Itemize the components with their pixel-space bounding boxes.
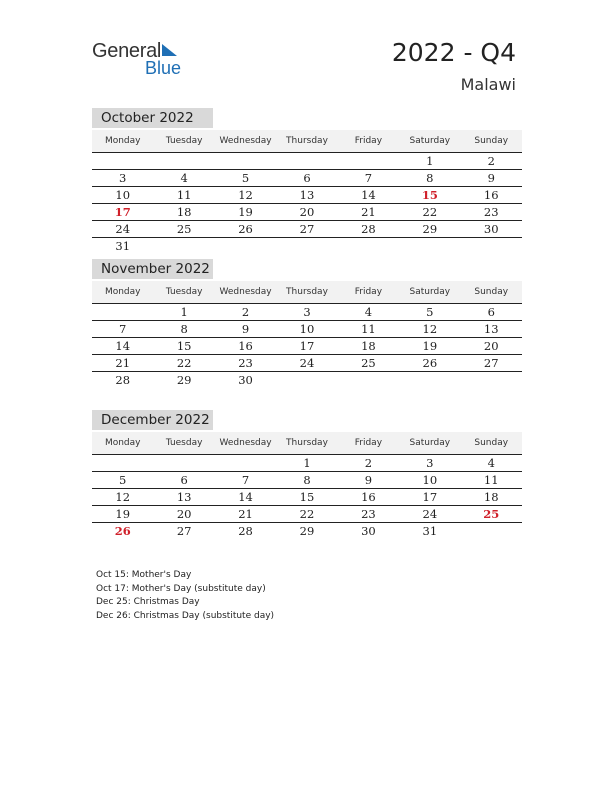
day-cell: 10 [115, 188, 131, 202]
day-cell [153, 153, 214, 169]
weekday-header: Tuesday [165, 287, 203, 297]
day-cell: 5 [241, 171, 250, 185]
day-cell: 20 [483, 339, 499, 353]
weekday-header: Friday [354, 136, 383, 146]
holiday-day-cell: 26 [114, 524, 131, 538]
day-cell: 21 [238, 507, 253, 521]
week-row [92, 170, 522, 187]
weekday-header: Thursday [286, 287, 328, 297]
week-row [92, 355, 522, 372]
day-cell [399, 238, 460, 254]
day-cell: 17 [299, 339, 315, 353]
day-cell: 28 [115, 373, 131, 387]
day-cell: 27 [483, 356, 499, 370]
day-cell: 3 [303, 305, 311, 319]
day-cell: 9 [487, 171, 495, 185]
day-cell [276, 372, 337, 388]
day-cell: 7 [364, 171, 373, 185]
weekday-header: Thursday [286, 136, 328, 146]
brand-blue-text: Blue [145, 58, 182, 78]
day-cell: 7 [119, 322, 127, 336]
week-row [92, 221, 522, 238]
day-cell: 4 [364, 305, 373, 319]
month-title: December 2022 [92, 410, 213, 430]
weekday-header: Saturday [409, 136, 451, 146]
weekday-header: Saturday [409, 287, 451, 297]
logo-triangle-icon [160, 43, 178, 57]
day-cell: 14 [238, 490, 253, 504]
day-cell [338, 153, 399, 169]
day-cell: 13 [483, 322, 499, 336]
day-cell: 26 [238, 222, 253, 236]
month-title: November 2022 [92, 259, 213, 279]
day-cell: 16 [361, 490, 376, 504]
week-row [92, 153, 522, 170]
day-cell [92, 304, 153, 320]
day-cell: 7 [241, 473, 250, 487]
day-cell: 6 [180, 473, 188, 487]
day-cell: 2 [241, 305, 250, 319]
day-cell: 2 [364, 456, 373, 470]
weekday-header-row [92, 432, 522, 455]
day-cell [461, 372, 522, 388]
day-cell: 5 [119, 473, 127, 487]
weekday-header: Sunday [474, 438, 509, 448]
day-cell: 8 [303, 473, 311, 487]
weekday-header: Saturday [409, 438, 451, 448]
day-cell: 25 [361, 356, 376, 370]
day-cell: 30 [361, 524, 376, 538]
month-november [92, 259, 522, 388]
day-cell: 17 [422, 490, 438, 504]
day-cell [276, 238, 337, 254]
day-cell [276, 153, 337, 169]
month-october [92, 108, 522, 254]
week-row [92, 204, 522, 221]
week-row [92, 489, 522, 506]
week-row [92, 187, 522, 204]
day-cell: 11 [176, 188, 192, 202]
holiday-notes [96, 569, 274, 623]
week-row [92, 472, 522, 489]
day-cell: 16 [483, 188, 499, 202]
day-cell: 6 [487, 305, 495, 319]
holiday-note: Oct 15: Mother's Day [96, 570, 192, 580]
weekday-header: Friday [354, 438, 383, 448]
day-cell: 12 [238, 188, 253, 202]
day-cell: 6 [303, 171, 311, 185]
day-cell: 15 [176, 339, 192, 353]
day-cell: 20 [299, 205, 315, 219]
day-cell: 23 [483, 205, 499, 219]
day-cell: 29 [176, 373, 192, 387]
weekday-header: Wednesday [219, 438, 272, 448]
holiday-note: Oct 17: Mother's Day (substitute day) [96, 583, 266, 594]
day-cell: 29 [299, 524, 315, 538]
day-cell: 3 [119, 171, 127, 185]
weekday-header-row [92, 130, 522, 153]
day-cell: 23 [238, 356, 253, 370]
day-cell: 13 [299, 188, 315, 202]
day-cell: 8 [180, 322, 188, 336]
week-row [92, 455, 522, 472]
day-cell: 8 [426, 171, 434, 185]
day-cell: 11 [361, 322, 376, 336]
week-row [92, 238, 522, 254]
day-cell [338, 372, 399, 388]
day-cell [153, 238, 214, 254]
week-row [92, 304, 522, 321]
day-cell: 27 [176, 524, 192, 538]
day-cell: 12 [115, 490, 131, 504]
day-cell: 4 [180, 171, 188, 185]
page-title: 2022 - Q4 [391, 38, 516, 67]
day-cell: 19 [422, 339, 438, 353]
holiday-note: Dec 26: Christmas Day (substitute day) [96, 610, 275, 621]
day-cell: 18 [483, 490, 499, 504]
weekday-header: Wednesday [219, 136, 272, 146]
day-cell: 24 [115, 222, 131, 236]
day-cell: 14 [361, 188, 376, 202]
day-cell: 14 [115, 339, 131, 353]
day-cell: 18 [176, 205, 192, 219]
weekday-header: Friday [354, 287, 383, 297]
weekday-header: Tuesday [165, 438, 203, 448]
day-cell: 1 [303, 456, 311, 470]
day-cell [461, 523, 522, 539]
day-cell: 10 [299, 322, 315, 336]
week-row [92, 338, 522, 355]
day-cell: 1 [180, 305, 188, 319]
day-cell: 28 [238, 524, 253, 538]
day-cell: 4 [487, 456, 495, 470]
day-cell: 21 [115, 356, 131, 370]
day-cell [92, 455, 153, 471]
month-december [92, 410, 522, 539]
day-cell: 24 [422, 507, 438, 521]
day-cell: 15 [299, 490, 315, 504]
day-cell: 30 [483, 222, 499, 236]
day-cell: 22 [422, 205, 438, 219]
day-cell: 23 [361, 507, 376, 521]
holiday-day-cell: 25 [483, 507, 500, 521]
day-cell: 12 [422, 322, 438, 336]
day-cell: 24 [299, 356, 315, 370]
day-cell: 5 [426, 305, 434, 319]
weekday-header: Sunday [474, 136, 509, 146]
day-cell: 10 [422, 473, 438, 487]
day-cell: 31 [422, 524, 438, 538]
day-cell: 3 [426, 456, 434, 470]
day-cell [215, 455, 276, 471]
day-cell: 22 [176, 356, 192, 370]
day-cell: 9 [364, 473, 373, 487]
weekday-header: Thursday [286, 438, 328, 448]
day-cell [338, 238, 399, 254]
holiday-day-cell: 17 [114, 205, 131, 219]
day-cell: 30 [238, 373, 253, 387]
day-cell: 16 [238, 339, 253, 353]
day-cell [461, 238, 522, 254]
day-cell: 27 [299, 222, 315, 236]
day-cell: 25 [176, 222, 192, 236]
week-row [92, 523, 522, 539]
month-title: October 2022 [92, 108, 213, 128]
day-cell: 31 [115, 239, 131, 253]
day-cell: 20 [176, 507, 192, 521]
day-cell: 29 [422, 222, 438, 236]
holiday-note: Dec 25: Christmas Day [96, 597, 200, 607]
day-cell: 26 [422, 356, 438, 370]
holiday-day-cell: 15 [421, 188, 438, 202]
weekday-header: Monday [104, 438, 141, 448]
weekday-header: Monday [104, 136, 141, 146]
day-cell: 22 [299, 507, 315, 521]
day-cell: 19 [115, 507, 131, 521]
week-row [92, 321, 522, 338]
day-cell: 1 [426, 154, 434, 168]
weekday-header: Monday [104, 287, 141, 297]
weekday-header: Tuesday [165, 136, 203, 146]
weekday-header: Sunday [474, 287, 509, 297]
week-row [92, 506, 522, 523]
day-cell [153, 455, 214, 471]
weekday-header: Wednesday [219, 287, 272, 297]
day-cell: 18 [361, 339, 376, 353]
day-cell: 2 [487, 154, 495, 168]
day-cell: 28 [361, 222, 376, 236]
day-cell [92, 153, 153, 169]
country-label: Malawi [460, 75, 516, 94]
day-cell [399, 372, 460, 388]
week-row [92, 372, 522, 388]
day-cell: 9 [241, 322, 250, 336]
day-cell [215, 238, 276, 254]
day-cell: 21 [361, 205, 376, 219]
brand-general-text: General [92, 40, 162, 62]
day-cell: 11 [483, 473, 499, 487]
day-cell: 13 [176, 490, 192, 504]
day-cell: 19 [238, 205, 253, 219]
weekday-header-row [92, 281, 522, 304]
day-cell [215, 153, 276, 169]
brand-logo [92, 40, 192, 80]
